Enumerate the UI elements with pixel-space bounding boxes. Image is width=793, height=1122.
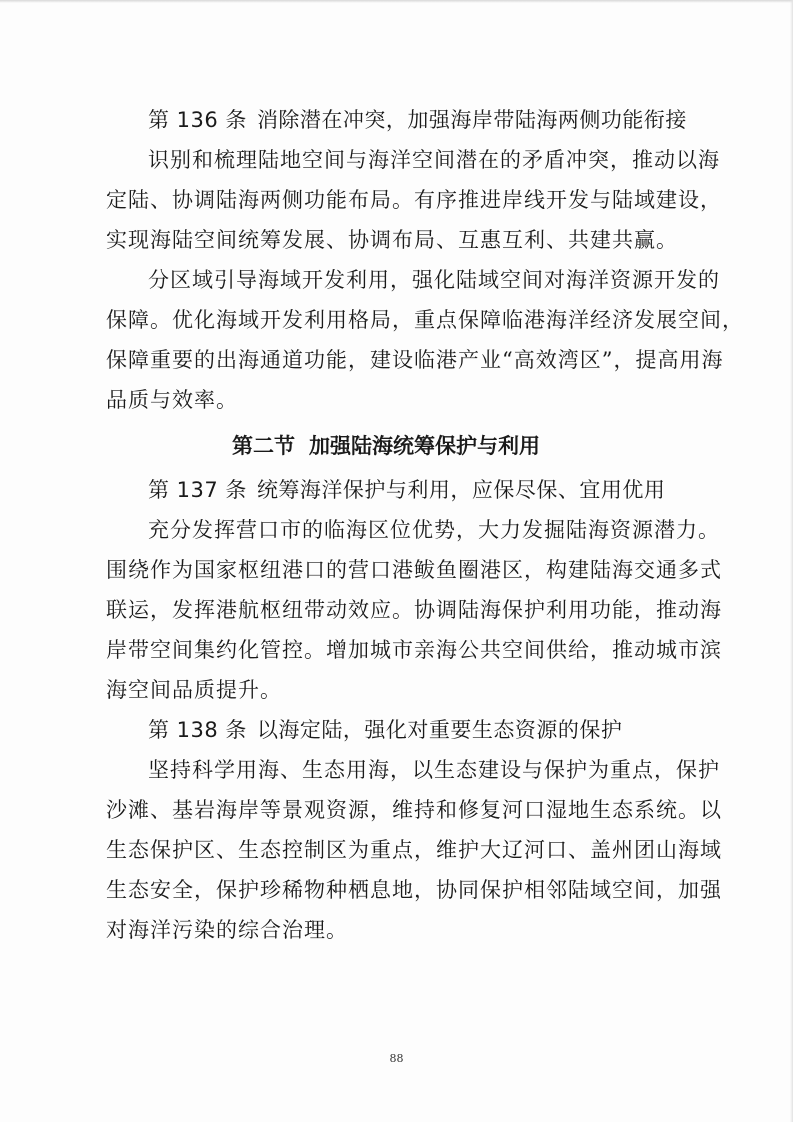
article-137-paragraph-1 xyxy=(106,510,722,710)
article-138-title: 以海定陆，强化对重要生态资源的保护 xyxy=(256,718,623,742)
article-136-heading xyxy=(106,100,687,140)
article-136-number: 第 136 条 xyxy=(148,108,247,132)
paragraph-line: 沙滩、基岩海岸等景观资源，维持和修复河口湿地生态系统。以 xyxy=(106,798,722,822)
article-137-heading xyxy=(106,470,666,510)
section-2-heading xyxy=(106,422,666,470)
section-2-title: 加强陆海统筹保护与利用 xyxy=(309,434,540,458)
paragraph-line: 生态保护区、生态控制区为重点，维护大辽河口、盖州团山海域 xyxy=(106,838,722,862)
section-2-number: 第二节 xyxy=(232,434,295,458)
article-136-paragraph-2 xyxy=(106,260,744,420)
article-138-heading xyxy=(106,710,666,750)
paragraph-line: 充分发挥营口市的临海区位优势，大力发掘陆海资源潜力。 xyxy=(148,518,720,542)
paragraph-line: 实现海陆空间统筹发展、协调布局、互惠互利、共建共赢。 xyxy=(106,228,678,252)
paragraph-line: 保障重要的出海通道功能，建设临港产业“高效湾区”，提高用海 xyxy=(106,348,724,372)
paragraph-line: 分区域引导海域开发利用，强化陆域空间对海洋资源开发的 xyxy=(148,268,720,292)
paragraph-line: 岸带空间集约化管控。增加城市亲海公共空间供给，推动城市滨 xyxy=(106,638,722,662)
paragraph-line: 生态安全，保护珍稀物种栖息地，协同保护相邻陆域空间，加强 xyxy=(106,878,722,902)
paragraph-line: 对海洋污染的综合治理。 xyxy=(106,918,348,942)
article-137-number: 第 137 条 xyxy=(148,478,247,502)
page-body xyxy=(106,100,744,950)
article-136-paragraph-1 xyxy=(106,140,722,260)
paragraph-line: 坚持科学用海、生态用海，以生态建设与保护为重点，保护 xyxy=(148,758,720,782)
article-138-paragraph-1 xyxy=(106,750,722,950)
paragraph-line: 海空间品质提升。 xyxy=(106,678,282,702)
paragraph-line: 品质与效率。 xyxy=(106,388,238,412)
scan-edge-top xyxy=(0,0,793,3)
article-137-title: 统筹海洋保护与利用，应保尽保、宜用优用 xyxy=(256,478,666,502)
page-number: 88 xyxy=(389,1052,404,1065)
article-136-title: 消除潜在冲突，加强海岸带陆海两侧功能衔接 xyxy=(256,108,687,132)
article-138-number: 第 138 条 xyxy=(148,718,247,742)
paragraph-line: 围绕作为国家枢纽港口的营口港鲅鱼圈港区，构建陆海交通多式 xyxy=(106,558,722,582)
paragraph-line: 定陆、协调陆海两侧功能布局。有序推进岸线开发与陆域建设， xyxy=(106,188,722,212)
paragraph-line: 保障。优化海域开发利用格局，重点保障临港海洋经济发展空间， xyxy=(106,308,744,332)
paragraph-line: 识别和梳理陆地空间与海洋空间潜在的矛盾冲突，推动以海 xyxy=(148,148,720,172)
paragraph-line: 联运，发挥港航枢纽带动效应。协调陆海保护利用功能，推动海 xyxy=(106,598,722,622)
